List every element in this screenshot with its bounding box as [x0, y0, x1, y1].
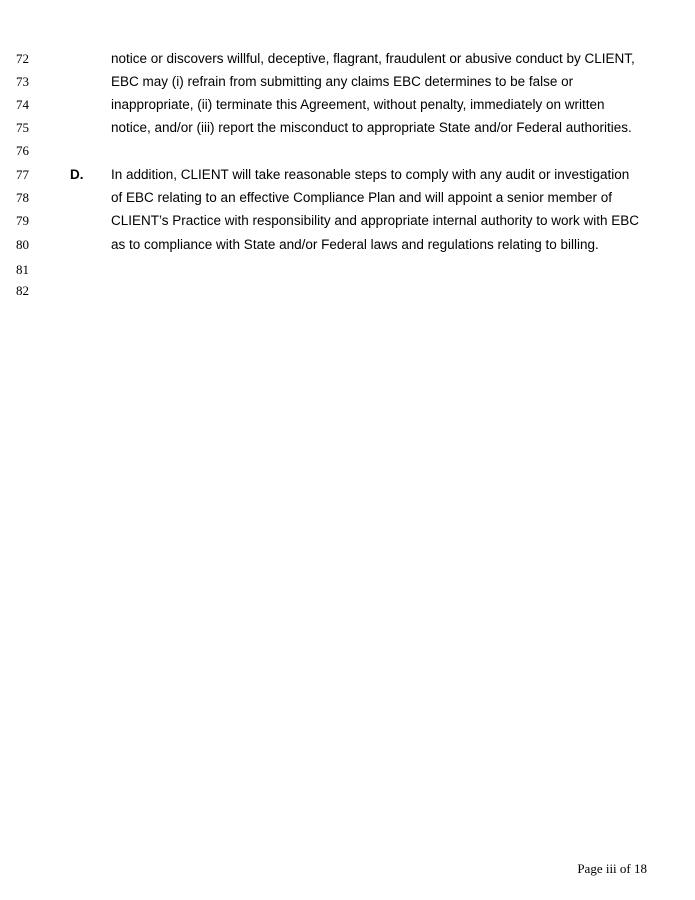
line-number: 80	[16, 237, 29, 252]
line-number: 76	[16, 143, 29, 158]
document-line	[0, 213, 695, 236]
line-number: 73	[16, 74, 29, 89]
line-text: inappropriate, (ii) terminate this Agreement, without penalty, immediately on written	[111, 97, 605, 112]
document-line	[0, 97, 695, 120]
line-text: notice, and/or (iii) report the misconduct to appropriate State and/or Federal authorities.	[111, 120, 632, 135]
document-line	[0, 190, 695, 213]
document-line	[0, 74, 695, 97]
line-number: 82	[16, 283, 29, 298]
document-line	[0, 283, 695, 306]
line-text: of EBC relating to an effective Compliance Plan and will appoint a senior member of	[111, 190, 613, 205]
line-text: as to compliance with State and/or Federal laws and regulations relating to billing.	[111, 237, 599, 252]
line-text: EBC may (i) refrain from submitting any claims EBC determines to be false or	[111, 74, 574, 89]
document-line	[0, 143, 695, 166]
line-number: 79	[16, 213, 29, 228]
document-line	[0, 120, 695, 143]
page-footer: Page iii of 18	[577, 861, 647, 876]
section-label: D.	[70, 167, 84, 182]
document-line	[0, 51, 695, 74]
line-text: CLIENT’s Practice with responsibility and appropriate internal authority to work with EBC	[111, 213, 639, 228]
line-number: 81	[16, 262, 29, 277]
document-line	[0, 262, 695, 285]
line-number: 72	[16, 51, 29, 66]
document-line	[0, 167, 695, 190]
line-number: 77	[16, 167, 29, 182]
line-number: 75	[16, 120, 29, 135]
line-text: notice or discovers willful, deceptive, flagrant, fraudulent or abusive conduct by CLIENT,	[111, 51, 635, 66]
line-text: In addition, CLIENT will take reasonable steps to comply with any audit or investigation	[111, 167, 630, 182]
line-number: 74	[16, 97, 29, 112]
document-line	[0, 237, 695, 260]
line-number: 78	[16, 190, 29, 205]
